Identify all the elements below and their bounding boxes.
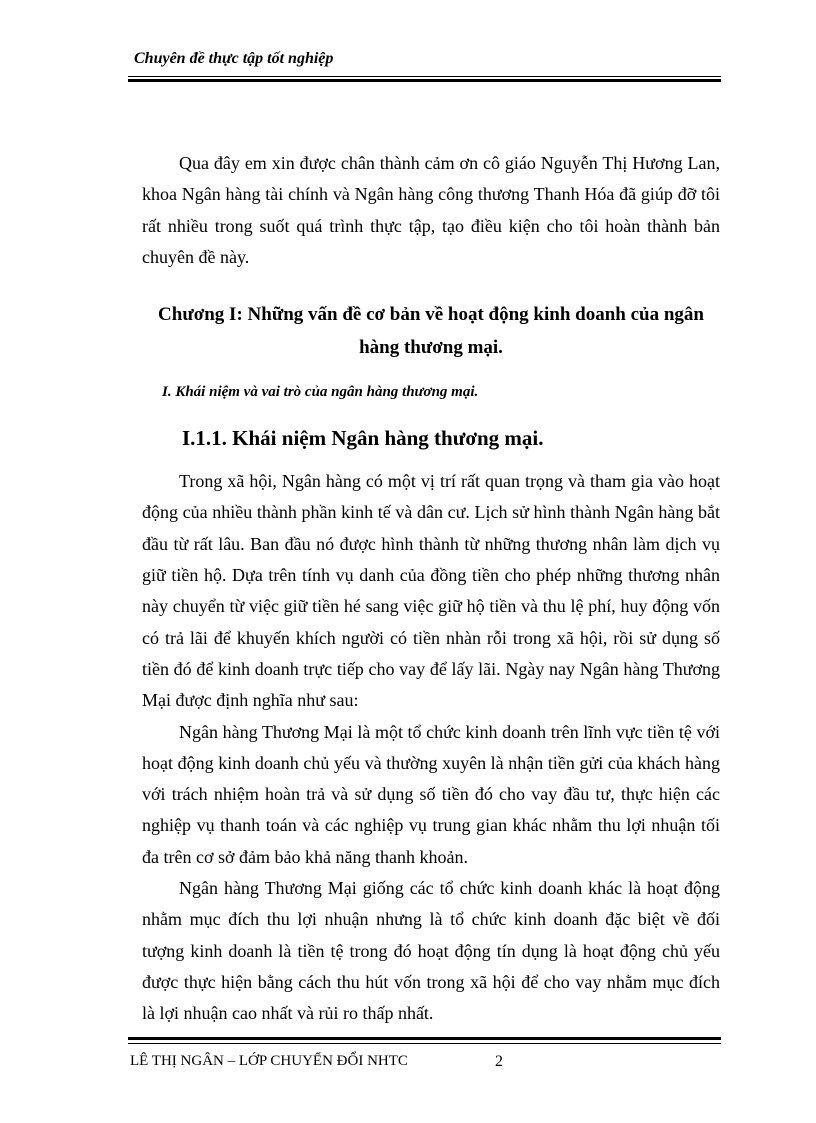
- footer-rule-thin: [128, 1043, 721, 1044]
- footer-author: LÊ THỊ NGÂN – LỚP CHUYỂN ĐỔI NHTC: [130, 1053, 408, 1069]
- page-body: [142, 148, 720, 1030]
- body-paragraph-1: Trong xã hội, Ngân hàng có một vị trí rất quan trọng và tham gia vào hoạt động của nhiều thành phần kinh tế và dân cư. Lịch sử hình thành Ngân hàng bắt đầu từ rất lâu. Ban đầu nó được hình thành từ những thương nhân làm dịch vụ giữ tiền hộ. Dựa trên tính vụ danh của đồng tiền cho phép những thương nhân này chuyển từ việc giữ tiền hé sang việc giữ hộ tiền và thu lệ phí, huy động vốn có trả lãi để khuyến khích người có tiền nhàn rỗi trong xã hội, rồi sử dụng số tiền đó để kinh doanh trực tiếp cho vay để lấy lãi. Ngày nay Ngân hàng Thương Mại được định nghĩa như sau:: [142, 471, 720, 711]
- chapter-title: Chương I: Những vấn đề cơ bản về hoạt động kinh doanh của ngân hàng thương mại.: [158, 304, 704, 359]
- body-text: [142, 466, 720, 1029]
- page-number: 2: [495, 1053, 503, 1070]
- body-paragraph-2: Ngân hàng Thương Mại là một tổ chức kinh doanh trên lĩnh vực tiền tệ với hoạt động kinh doanh chủ yếu và thường xuyên là nhận tiền gửi của khách hàng với trách nhiệm hoàn trả và sử dụng số tiền đó cho vay đầu tư, thực hiện các nghiệp vụ thanh toán và các nghiệp vụ trung gian khác nhằm thu lợi nhuận tối đa trên cơ sở đảm bảo khả năng thanh khoản.: [142, 721, 720, 867]
- header-rule-thick: [128, 79, 721, 82]
- intro-paragraph: Qua đây em xin được chân thành cảm ơn cô giáo Nguyễn Thị Hương Lan, khoa Ngân hàng tài chính và Ngân hàng công thương Thanh Hóa đã giúp đỡ tôi rất nhiều trong suốt quá trình thực tập, tạo điều kiện cho tôi hoàn thành bản chuyên đề này.: [142, 153, 720, 267]
- footer-rule-thick: [128, 1037, 721, 1040]
- header-rule-thin: [128, 76, 721, 77]
- running-header-title: Chuyên đề thực tập tốt nghiệp: [134, 50, 334, 67]
- subsection-title: I.1.1. Khái niệm Ngân hàng thương mại.: [182, 426, 544, 451]
- section-title: I. Khái niệm và vai trò của ngân hàng thương mại.: [162, 384, 479, 401]
- body-paragraph-3: Ngân hàng Thương Mại giống các tổ chức kinh doanh khác là hoạt động nhằm mục đích thu lợi nhuận nhưng là tổ chức kinh doanh đặc biệt về đối tượng kinh doanh là tiền tệ trong đó hoạt động tín dụng là hoạt động chủ yếu được thực hiện bằng cách thu hút vốn trong xã hội để cho vay nhằm mục đích là lợi nhuận cao nhất và rủi ro thấp nhất.: [142, 878, 720, 1024]
